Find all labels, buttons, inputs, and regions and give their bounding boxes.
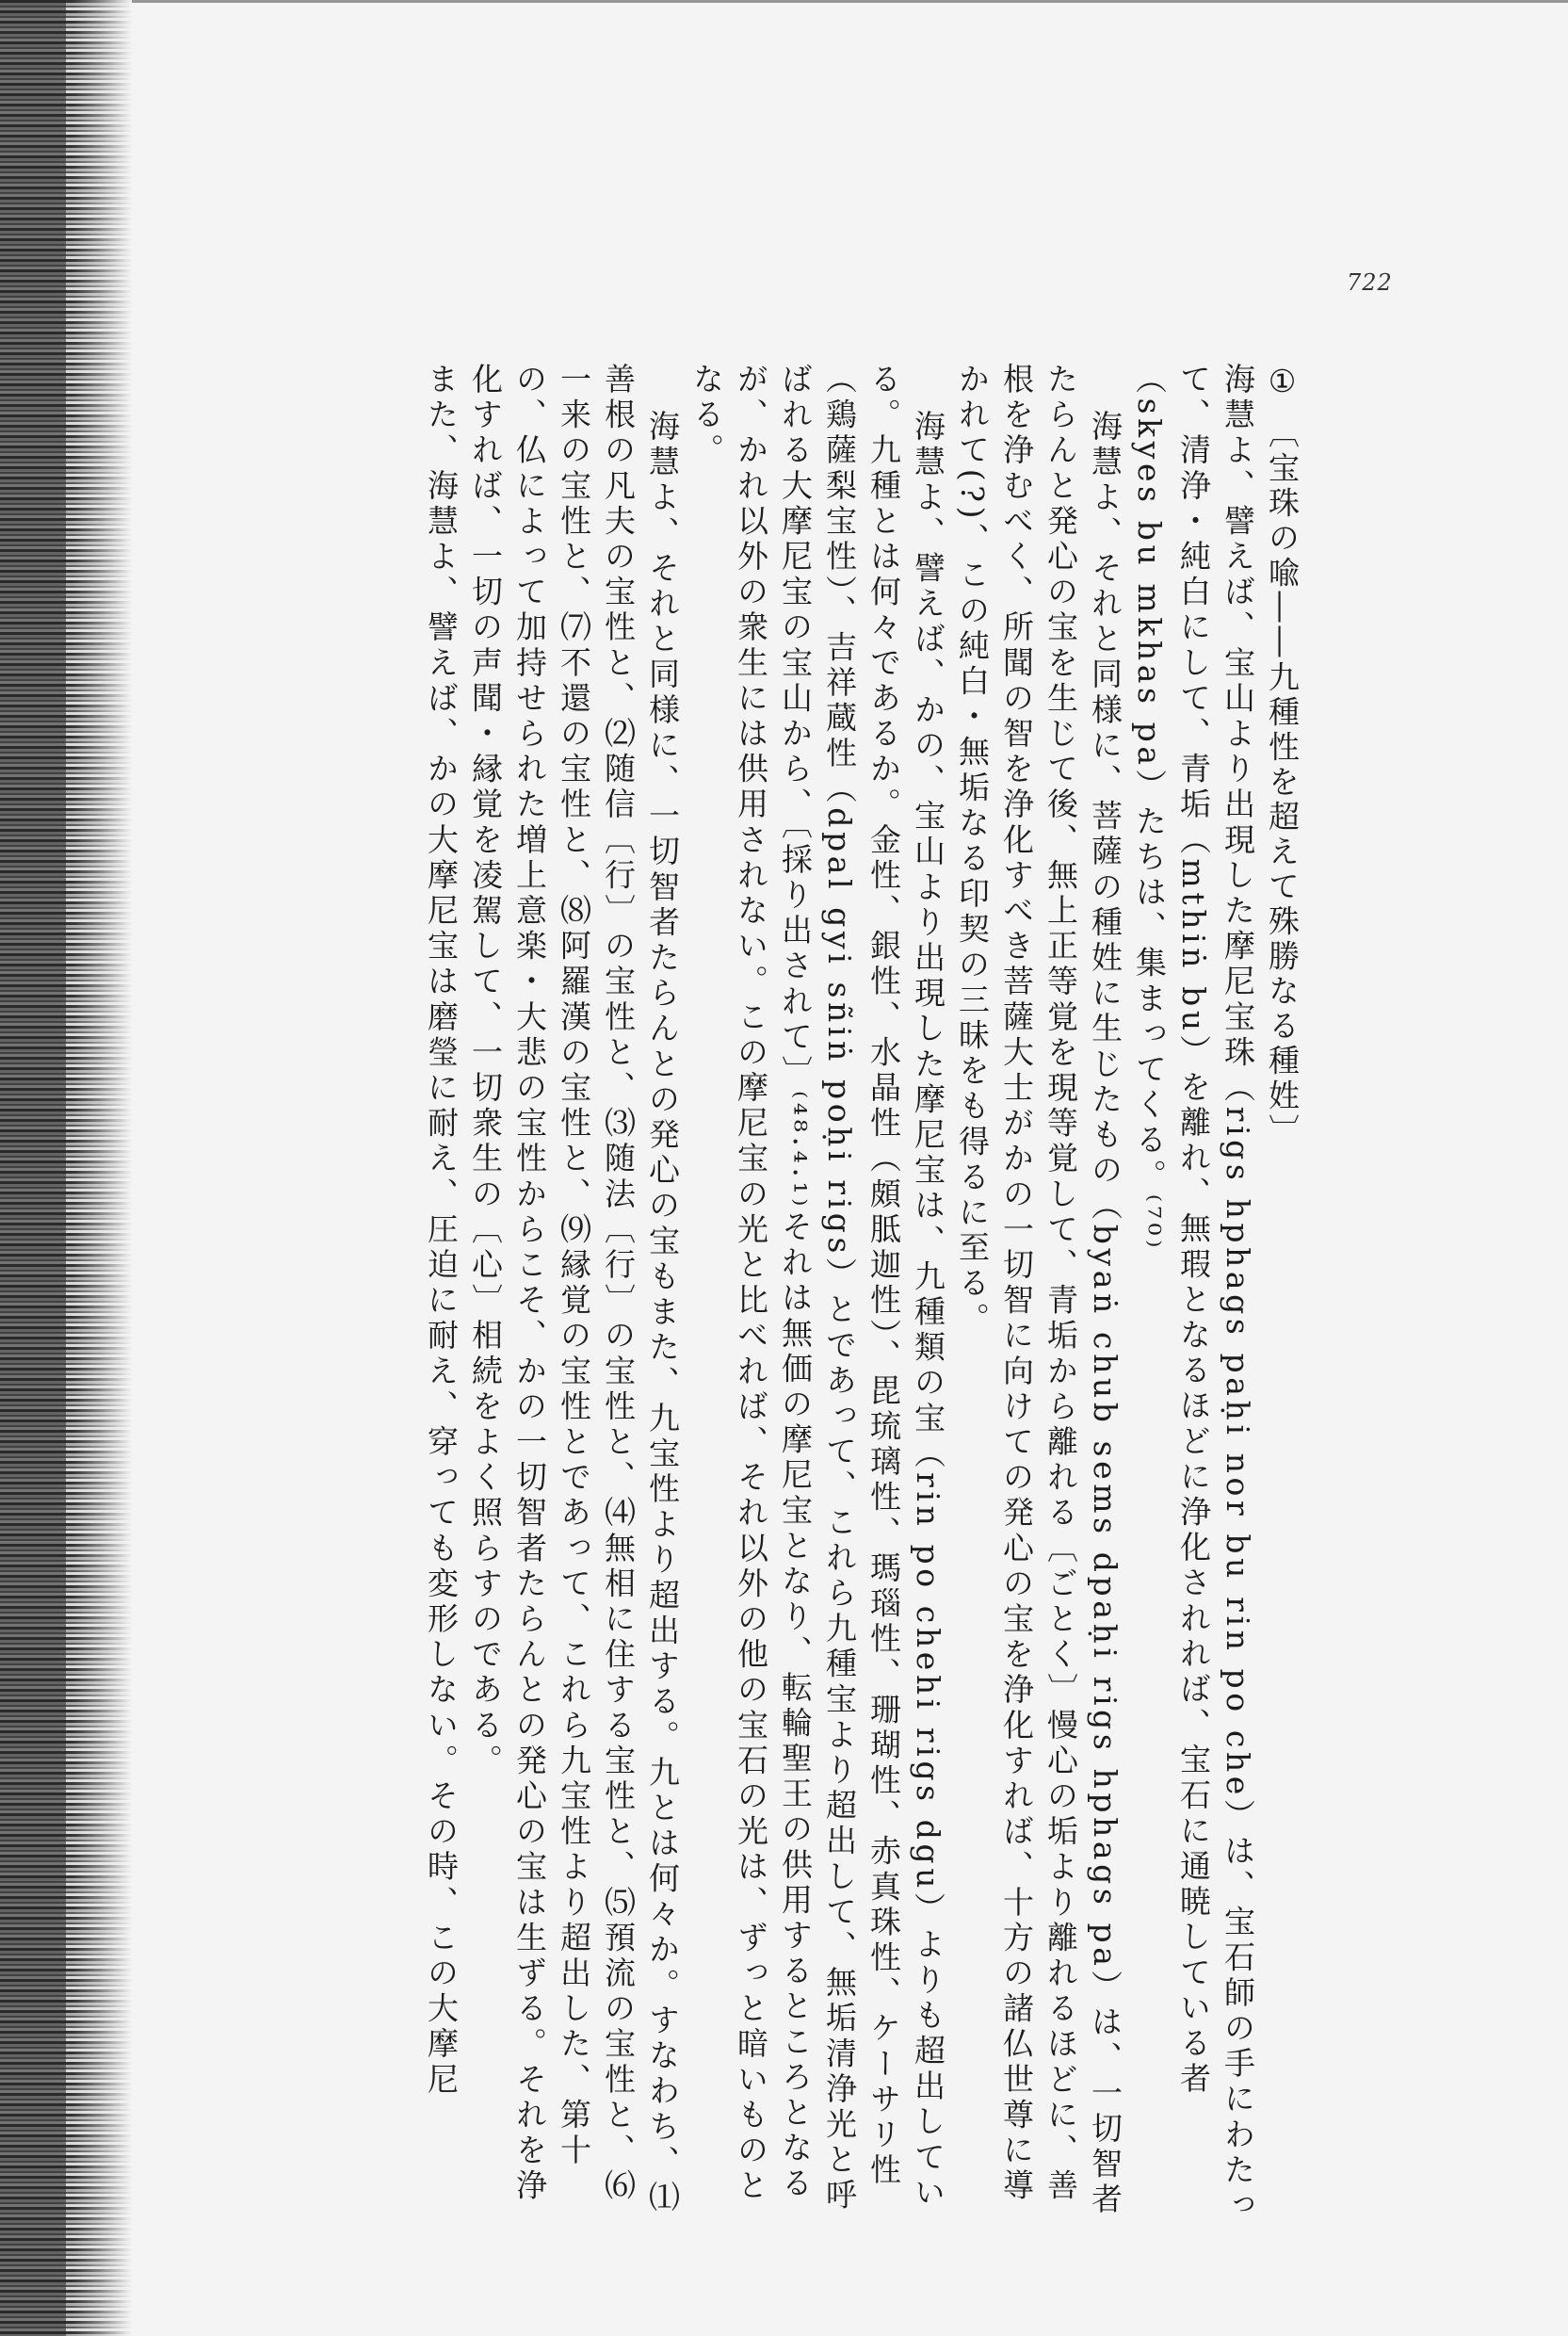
page-number: 722 (1347, 269, 1393, 296)
paragraph-2: 海慧よ、それと同様に、菩薩の種姓に生じたもの（byaṅ chub sems dpaḥi rigs hphags pa）は、一切智者たらんと発心の宝を生じて後、無上正等覚を現等覚して、青垢から離れる〔ごとく〕慢心の垢より離れるほどに、善根を浄むべく、所聞の智を浄化すべき菩薩大士がかの一切智に向けての発心の宝を浄化すれば、十方の諸仏世尊に導かれて(?)、この純白・無垢なる印契の三昧をも得るに至る。 (954, 363, 1123, 2218)
paragraph-3: 海慧よ、譬えば、かの、宝山より出現した摩尼宝は、九種類の宝（rin po chehi rigs dgu）よりも超出している。九種とは何々であるか。金性、銀性、水晶性（頗胝迦性）、毘琉璃性、瑪瑙性、珊瑚性、赤真珠性、ケーサリ性（鶏薩梨宝性）、吉祥蔵性（dpal gyi sñiṅ poḥi rigs）とであって、これら九種宝より超出して、無垢清浄光と呼ばれる大摩尼宝の宝山から、〔採り出されて〕⁽⁴⁸·⁴·¹⁾それは無価の摩尼宝となり、転輪聖王の供用するところとなるが、かれ以外の衆生には供用されない。この摩尼宝の光と比べれば、それ以外の他の宝石の光は、ずっと暗いものとなる。 (688, 363, 946, 2214)
vertical-text-block (99, 363, 1304, 2237)
section-heading: ① 〔宝珠の喩――九種性を超えて殊勝なる種姓〕 (1264, 363, 1301, 1149)
paragraph-1: 海慧よ、譬えば、宝山より出現した摩尼宝珠（rigs hphags paḥi nor bu rin po che）は、宝石師の手にわたって、清浄・純白にして、青垢（mthiṅ bu）を離れ、無瑕となるほどに浄化されれば、宝石に通暁している者（skyes bu mkhas pa）たちは、集まってくる。⁽⁷⁰⁾ (1131, 363, 1256, 2225)
paragraph-4: 海慧よ、それと同様に、一切智者たらんとの発心の宝もまた、九宝性より超出する。九とは何々か。すなわち、⑴善根の凡夫の宝性と、⑵随信〔行〕の宝性と、⑶随法〔行〕の宝性と、⑷無相に住する宝性と、⑸預流の宝性と、⑹一来の宝性と、⑺不還の宝性と、⑻阿羅漢の宝性と、⑼縁覚の宝性とであって、これら九宝性より超出した、第十の、仏によって加持せられた増上意楽・大悲の宝性からこそ、かの一切智者たらんとの発心の宝は生ずる。それを浄化すれば、一切の声聞・縁覚を凌駕して、一切衆生の〔心〕相続をよく照らすのである。 (467, 363, 681, 2216)
paragraph-5: また、海慧よ、譬えば、かの大摩尼宝は磨瑩に耐え、圧迫に耐え、穿っても変形しない。その時、この大摩尼 (423, 363, 460, 2099)
top-rule (132, 0, 1568, 3)
